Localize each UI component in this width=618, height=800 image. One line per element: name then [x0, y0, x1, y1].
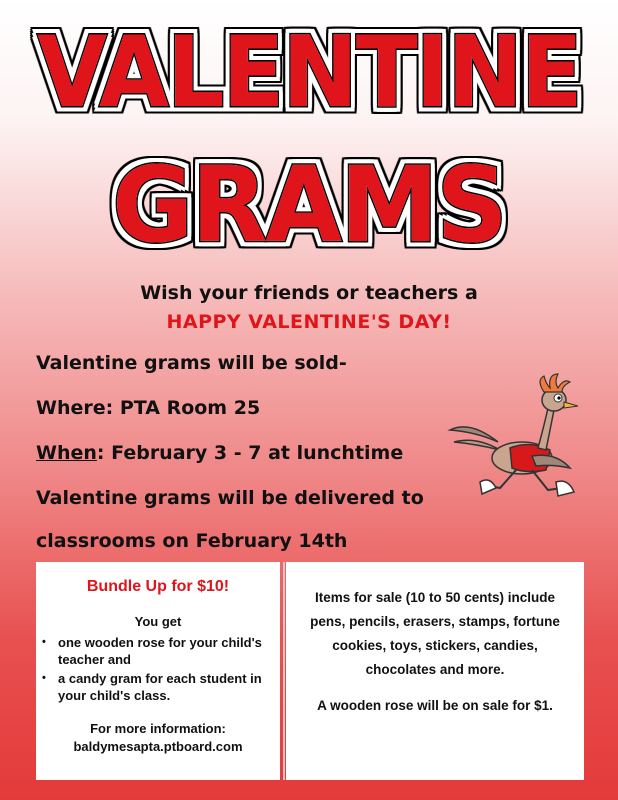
- tagline-happy-valentines: HAPPY VALENTINE'S DAY!: [166, 311, 452, 333]
- more-info: [36, 720, 280, 756]
- bundle-box: [36, 562, 280, 780]
- headline-grams: GRAMS: [112, 144, 506, 266]
- roadrunner-mascot-illustration: [440, 370, 580, 510]
- delivered-line-2: classrooms on February 14th: [36, 530, 348, 552]
- list-item: • a candy gram for each student in your child's class.: [36, 670, 280, 704]
- items-for-sale-text: Items for sale (10 to 50 cents) include pens, pencils, erasers, stamps, fortune cookies, toys, stickers, candies, chocolates and more.: [310, 590, 560, 677]
- sale-box: [286, 562, 584, 780]
- website-link[interactable]: baldymesapta.ptboard.com: [73, 739, 243, 754]
- when-label: When: [36, 442, 97, 464]
- sold-line: Valentine grams will be sold-: [36, 352, 347, 374]
- tagline-wish: Wish your friends or teachers a: [140, 282, 478, 304]
- wooden-rose-text: A wooden rose will be on sale for $1.: [317, 698, 553, 713]
- you-get-label: You get: [134, 614, 182, 629]
- bundle-title: Bundle Up for $10!: [86, 578, 230, 595]
- bundle-items-list: [36, 634, 280, 706]
- when-value: : February 3 - 7 at lunchtime: [96, 442, 404, 464]
- box-divider: [283, 562, 285, 780]
- when-line: [36, 442, 403, 464]
- delivered-line-1: Valentine grams will be delivered to: [36, 487, 424, 509]
- more-info-label: For more information:: [90, 721, 226, 736]
- list-item: • one wooden rose for your child's teacher and: [36, 634, 280, 668]
- where-line: Where: PTA Room 25: [36, 397, 261, 419]
- headline-valentine: VALENTINE: [37, 16, 581, 130]
